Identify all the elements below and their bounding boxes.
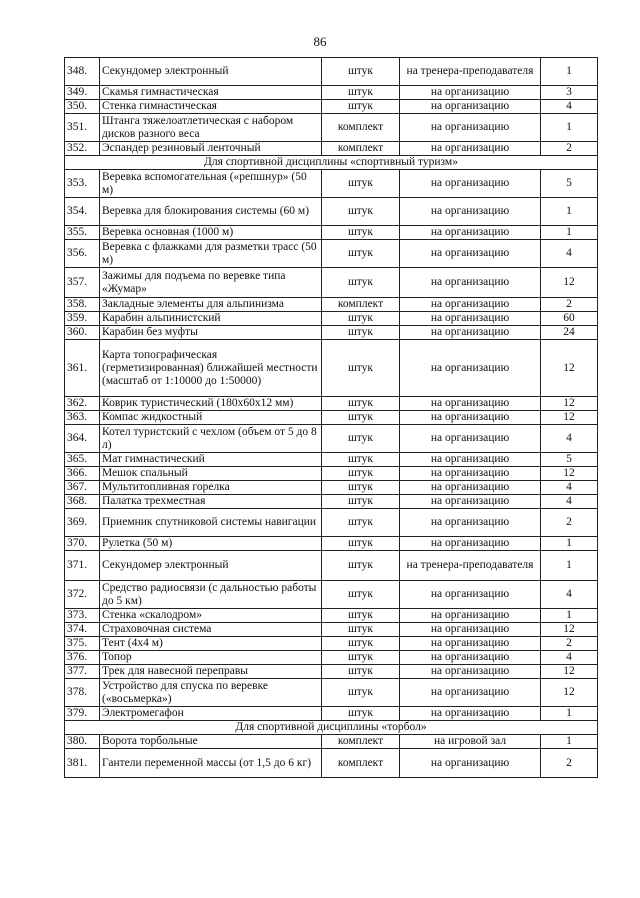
item-destination: на организацию <box>400 509 541 537</box>
item-quantity: 12 <box>541 268 598 298</box>
row-number: 370. <box>65 537 100 551</box>
item-destination: на организацию <box>400 481 541 495</box>
item-destination: на организацию <box>400 326 541 340</box>
item-destination: на организацию <box>400 495 541 509</box>
item-destination: на организацию <box>400 411 541 425</box>
item-destination: на организацию <box>400 679 541 707</box>
item-name: Карабин альпинистский <box>100 312 322 326</box>
item-name: Стенка «скалодром» <box>100 609 322 623</box>
item-name: Веревка для блокирования системы (60 м) <box>100 198 322 226</box>
table-row <box>65 735 598 749</box>
item-destination: на организацию <box>400 226 541 240</box>
item-name: Зажимы для подъема по веревке типа «Жумар» <box>100 268 322 298</box>
item-destination: на организацию <box>400 240 541 268</box>
item-unit: штук <box>322 551 400 581</box>
table-row <box>65 537 598 551</box>
row-number: 374. <box>65 623 100 637</box>
table-row <box>65 609 598 623</box>
item-quantity: 24 <box>541 326 598 340</box>
item-quantity: 12 <box>541 467 598 481</box>
item-destination: на организацию <box>400 142 541 156</box>
row-number: 366. <box>65 467 100 481</box>
item-quantity: 1 <box>541 198 598 226</box>
row-number: 381. <box>65 749 100 778</box>
item-name: Закладные элементы для альпинизма <box>100 298 322 312</box>
row-number: 379. <box>65 707 100 721</box>
table-row <box>65 114 598 142</box>
item-name: Секундомер электронный <box>100 551 322 581</box>
item-unit: штук <box>322 340 400 397</box>
item-quantity: 2 <box>541 749 598 778</box>
item-name: Страховочная система <box>100 623 322 637</box>
item-unit: штук <box>322 397 400 411</box>
table-row <box>65 411 598 425</box>
item-name: Коврик туристический (180х60х12 мм) <box>100 397 322 411</box>
section-title: Для спортивной дисциплины «спортивный туризм» <box>65 156 598 170</box>
table-row <box>65 481 598 495</box>
table-row <box>65 198 598 226</box>
table-row <box>65 326 598 340</box>
item-quantity: 4 <box>541 240 598 268</box>
item-name: Стенка гимнастическая <box>100 100 322 114</box>
row-number: 371. <box>65 551 100 581</box>
row-number: 356. <box>65 240 100 268</box>
table-row <box>65 425 598 453</box>
item-name: Штанга тяжелоатлетическая с набором дисков разного веса <box>100 114 322 142</box>
item-quantity: 2 <box>541 298 598 312</box>
item-destination: на организацию <box>400 425 541 453</box>
item-name: Компас жидкостный <box>100 411 322 425</box>
equipment-table-body <box>65 58 598 778</box>
item-quantity: 1 <box>541 114 598 142</box>
item-quantity: 12 <box>541 623 598 637</box>
table-row <box>65 707 598 721</box>
item-quantity: 4 <box>541 651 598 665</box>
item-name: Топор <box>100 651 322 665</box>
item-quantity: 4 <box>541 495 598 509</box>
item-name: Мешок спальный <box>100 467 322 481</box>
table-row <box>65 268 598 298</box>
item-name: Электромегафон <box>100 707 322 721</box>
item-destination: на организацию <box>400 198 541 226</box>
table-row <box>65 749 598 778</box>
item-quantity: 12 <box>541 679 598 707</box>
row-number: 358. <box>65 298 100 312</box>
item-name: Мультитопливная горелка <box>100 481 322 495</box>
item-unit: штук <box>322 651 400 665</box>
item-destination: на организацию <box>400 114 541 142</box>
item-name: Приемник спутниковой системы навигации <box>100 509 322 537</box>
row-number: 361. <box>65 340 100 397</box>
row-number: 355. <box>65 226 100 240</box>
table-row <box>65 298 598 312</box>
row-number: 375. <box>65 637 100 651</box>
item-unit: штук <box>322 411 400 425</box>
item-destination: на организацию <box>400 467 541 481</box>
table-row <box>65 397 598 411</box>
item-unit: штук <box>322 326 400 340</box>
item-destination: на организацию <box>400 312 541 326</box>
table-row <box>65 467 598 481</box>
section-header-row <box>65 721 598 735</box>
item-unit: штук <box>322 240 400 268</box>
item-quantity: 4 <box>541 481 598 495</box>
item-name: Веревка основная (1000 м) <box>100 226 322 240</box>
item-unit: комплект <box>322 749 400 778</box>
table-row <box>65 340 598 397</box>
table-row <box>65 240 598 268</box>
item-unit: штук <box>322 509 400 537</box>
row-number: 364. <box>65 425 100 453</box>
table-row <box>65 453 598 467</box>
item-unit: штук <box>322 467 400 481</box>
item-destination: на организацию <box>400 298 541 312</box>
item-quantity: 1 <box>541 735 598 749</box>
item-quantity: 5 <box>541 170 598 198</box>
item-destination: на организацию <box>400 651 541 665</box>
item-quantity: 60 <box>541 312 598 326</box>
section-header-row <box>65 156 598 170</box>
row-number: 373. <box>65 609 100 623</box>
section-title: Для спортивной дисциплины «торбол» <box>65 721 598 735</box>
item-name: Карабин без муфты <box>100 326 322 340</box>
row-number: 360. <box>65 326 100 340</box>
table-row <box>65 665 598 679</box>
item-destination: на тренера-преподавателя <box>400 551 541 581</box>
table-row <box>65 312 598 326</box>
row-number: 380. <box>65 735 100 749</box>
item-unit: штук <box>322 86 400 100</box>
item-unit: штук <box>322 268 400 298</box>
item-destination: на организацию <box>400 581 541 609</box>
item-unit: штук <box>322 495 400 509</box>
item-unit: комплект <box>322 735 400 749</box>
item-unit: штук <box>322 226 400 240</box>
item-name: Эспандер резиновый ленточный <box>100 142 322 156</box>
item-unit: комплект <box>322 298 400 312</box>
item-name: Веревка с флажками для разметки трасс (50 м) <box>100 240 322 268</box>
item-unit: штук <box>322 425 400 453</box>
item-quantity: 2 <box>541 142 598 156</box>
table-row <box>65 581 598 609</box>
item-unit: комплект <box>322 114 400 142</box>
item-quantity: 4 <box>541 425 598 453</box>
item-destination: на организацию <box>400 397 541 411</box>
row-number: 352. <box>65 142 100 156</box>
table-row <box>65 651 598 665</box>
row-number: 354. <box>65 198 100 226</box>
equipment-table <box>64 57 598 778</box>
item-destination: на организацию <box>400 665 541 679</box>
item-quantity: 1 <box>541 537 598 551</box>
row-number: 362. <box>65 397 100 411</box>
item-name: Палатка трехместная <box>100 495 322 509</box>
row-number: 350. <box>65 100 100 114</box>
item-name: Тент (4х4 м) <box>100 637 322 651</box>
item-unit: штук <box>322 170 400 198</box>
item-quantity: 1 <box>541 609 598 623</box>
item-name: Карта топографическая (герметизированная) ближайшей местности (масштаб от 1:10000 до 1:50000) <box>100 340 322 397</box>
item-destination: на организацию <box>400 453 541 467</box>
table-row <box>65 142 598 156</box>
item-quantity: 12 <box>541 340 598 397</box>
item-destination: на организацию <box>400 86 541 100</box>
item-unit: штук <box>322 623 400 637</box>
item-quantity: 4 <box>541 100 598 114</box>
item-quantity: 1 <box>541 551 598 581</box>
table-row <box>65 100 598 114</box>
row-number: 377. <box>65 665 100 679</box>
item-destination: на организацию <box>400 609 541 623</box>
item-quantity: 3 <box>541 86 598 100</box>
item-destination: на организацию <box>400 537 541 551</box>
item-name: Ворота торбольные <box>100 735 322 749</box>
item-destination: на организацию <box>400 707 541 721</box>
item-name: Трек для навесной переправы <box>100 665 322 679</box>
item-unit: штук <box>322 581 400 609</box>
row-number: 348. <box>65 58 100 86</box>
item-name: Секундомер электронный <box>100 58 322 86</box>
item-name: Гантели переменной массы (от 1,5 до 6 кг) <box>100 749 322 778</box>
item-unit: штук <box>322 481 400 495</box>
item-unit: штук <box>322 198 400 226</box>
item-quantity: 4 <box>541 581 598 609</box>
row-number: 357. <box>65 268 100 298</box>
row-number: 376. <box>65 651 100 665</box>
item-name: Мат гимнастический <box>100 453 322 467</box>
item-unit: штук <box>322 637 400 651</box>
table-row <box>65 86 598 100</box>
row-number: 369. <box>65 509 100 537</box>
table-row <box>65 58 598 86</box>
item-quantity: 2 <box>541 637 598 651</box>
table-row <box>65 495 598 509</box>
item-quantity: 12 <box>541 411 598 425</box>
table-row <box>65 226 598 240</box>
item-unit: штук <box>322 58 400 86</box>
item-unit: штук <box>322 665 400 679</box>
table-row <box>65 637 598 651</box>
item-destination: на организацию <box>400 170 541 198</box>
item-destination: на организацию <box>400 340 541 397</box>
item-destination: на организацию <box>400 623 541 637</box>
item-destination: на организацию <box>400 637 541 651</box>
item-unit: штук <box>322 707 400 721</box>
item-destination: на игровой зал <box>400 735 541 749</box>
table-row <box>65 679 598 707</box>
row-number: 363. <box>65 411 100 425</box>
item-destination: на организацию <box>400 268 541 298</box>
table-row <box>65 551 598 581</box>
item-destination: на организацию <box>400 749 541 778</box>
row-number: 351. <box>65 114 100 142</box>
item-quantity: 5 <box>541 453 598 467</box>
page-number: 86 <box>313 34 327 49</box>
item-quantity: 12 <box>541 397 598 411</box>
item-destination: на тренера-преподавателя <box>400 58 541 86</box>
item-name: Устройство для спуска по веревке («восьмерка») <box>100 679 322 707</box>
item-name: Скамья гимнастическая <box>100 86 322 100</box>
item-name: Веревка вспомогательная («репшнур» (50 м) <box>100 170 322 198</box>
row-number: 378. <box>65 679 100 707</box>
item-unit: штук <box>322 312 400 326</box>
table-row <box>65 509 598 537</box>
item-name: Котел туристский с чехлом (объем от 5 до 8 л) <box>100 425 322 453</box>
item-unit: комплект <box>322 142 400 156</box>
row-number: 359. <box>65 312 100 326</box>
row-number: 368. <box>65 495 100 509</box>
item-quantity: 1 <box>541 707 598 721</box>
row-number: 353. <box>65 170 100 198</box>
item-unit: штук <box>322 609 400 623</box>
item-quantity: 2 <box>541 509 598 537</box>
table-row <box>65 170 598 198</box>
item-quantity: 1 <box>541 226 598 240</box>
item-name: Рулетка (50 м) <box>100 537 322 551</box>
table-row <box>65 623 598 637</box>
item-unit: штук <box>322 537 400 551</box>
row-number: 365. <box>65 453 100 467</box>
row-number: 367. <box>65 481 100 495</box>
row-number: 372. <box>65 581 100 609</box>
item-quantity: 12 <box>541 665 598 679</box>
item-unit: штук <box>322 453 400 467</box>
item-unit: штук <box>322 679 400 707</box>
item-unit: штук <box>322 100 400 114</box>
item-destination: на организацию <box>400 100 541 114</box>
row-number: 349. <box>65 86 100 100</box>
item-name: Средство радиосвязи (с дальностью работы до 5 км) <box>100 581 322 609</box>
item-quantity: 1 <box>541 58 598 86</box>
